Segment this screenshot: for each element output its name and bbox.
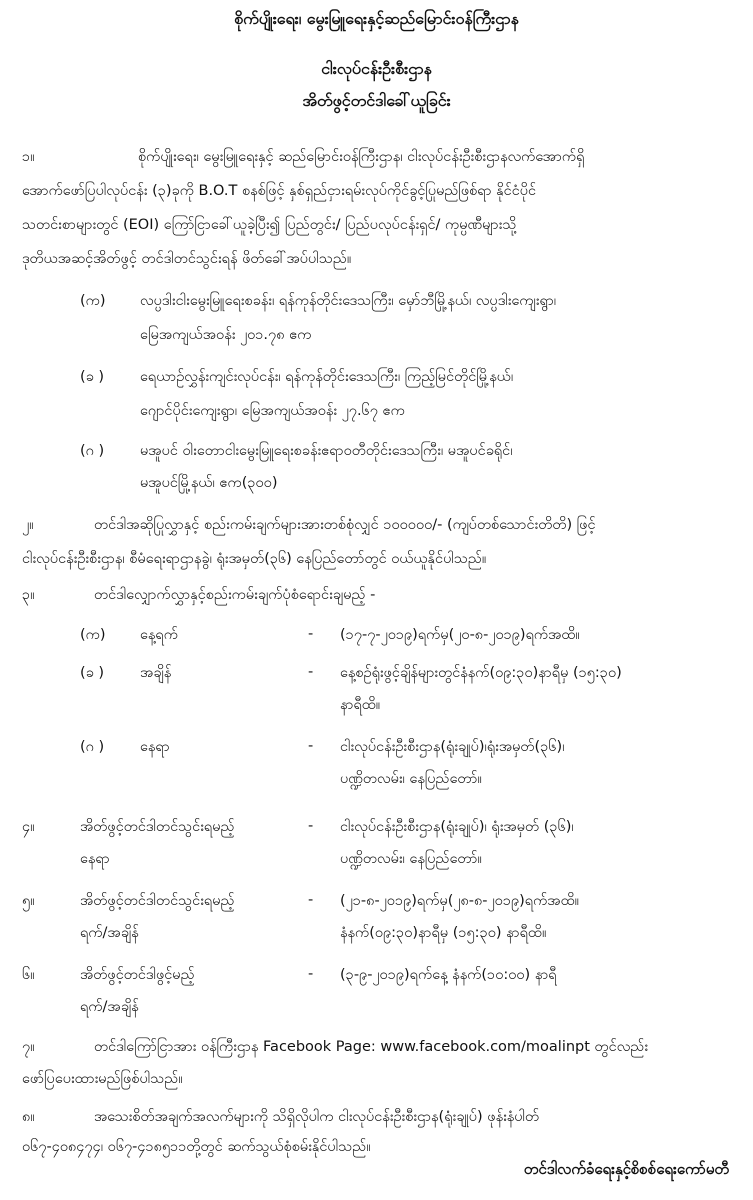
section-7-line: တင်ဒါကြော်ငြာအား ဝန်ကြီးဌာန Facebook Page: www.facebook.com/moalinpt တွင်လည်း: [94, 1039, 649, 1055]
sale-time-label: (ခ ): [80, 665, 105, 681]
section-8-number: ၈။: [22, 1109, 35, 1125]
section-1-line: စိုက်ပျိုးရေး၊ မွေးမြူရေးနှင့် ဆည်မြောင်းဝန်ကြီးဌာန၊ ငါးလုပ်ငန်းဦးစီးဌာနလက်အောက်ရှိ: [138, 149, 585, 165]
section-6-value: (၃-၉-၂၀၁၉)ရက်နေ့ နံနက်(၁၀:၀၀) နာရီ: [340, 967, 557, 983]
section-4-value: ပဏ္ဍိတလမ်း၊ နေပြည်တော်။: [340, 851, 482, 867]
item-ka-line: လပ္ပဒါးငါးမွေးမြူရေးစခန်း၊ ရန်ကုန်တိုင်းဒေသကြီး၊ မှော်ဘီမြို့နယ်၊ လပ္ပဒါးကျေးရွာ၊: [140, 293, 557, 309]
section-4-number: ၄။: [22, 819, 35, 835]
item-ga-label: (ဂ ): [80, 443, 105, 459]
sale-place-value: ငါးလုပ်ငန်းဦးစီးဌာန(ရုံးချုပ်)၊ရုံးအမှတ်(၃၆)၊: [340, 739, 565, 755]
ministry-heading: စိုက်ပျိုးရေး၊ မွေးမြူရေးနှင့်ဆည်မြောင်းဝန်ကြီးဌာန: [234, 9, 519, 28]
section-8-line: ၀၆၇-၄၀၈၄၇၄၊ ၀၆၇-၄၁၈၅၁၁တို့တွင် ဆက်သွယ်စုံစမ်းနိုင်ပါသည်။: [22, 1139, 371, 1155]
sale-date-dash: -: [308, 626, 314, 642]
section-5-value: (၂၁-၈-၂၀၁၉)ရက်မှ(၂၈-၈-၂၀၁၉)ရက်အထိ။: [340, 893, 580, 909]
section-8-line: အသေးစိတ်အချက်အလက်များကို သိရှိလိုပါက ငါးလုပ်ငန်းဦးစီးဌာန(ရုံးချုပ်) ဖုန်းနံပါတ်: [94, 1109, 540, 1125]
sale-time-value: နာရီထိ။: [340, 697, 381, 713]
section-4-value: ငါးလုပ်ငန်းဦးစီးဌာန(ရုံးချုပ်)၊ ရုံးအမှတ် (၃၆)၊: [340, 819, 574, 835]
item-kha-line: ဂျောင်ပိုင်းကျေးရွာ၊ မြေအကျယ်အဝန်း ၂၇.၆၇ ဧက: [140, 403, 405, 419]
section-5-dash: -: [308, 892, 314, 908]
item-ka-label: (က): [80, 293, 106, 309]
section-6-label: အိတ်ဖွင့်တင်ဒါဖွင့်မည့်: [80, 967, 195, 983]
sale-place-label: (ဂ ): [80, 739, 105, 755]
section-5-label: အိတ်ဖွင့်တင်ဒါတင်သွင်းရမည့်: [80, 893, 235, 909]
section-6-dash: -: [308, 966, 314, 982]
sale-place-name: နေရာ: [140, 739, 170, 755]
section-5-label: ရက်/အချိန်: [80, 925, 139, 941]
section-1-line: သတင်းစာများတွင် (EOI) ကြော်ငြာခေါ်ယူခဲ့ပြီး၍ ပြည်တွင်း/ ပြည်ပလုပ်ငန်းရှင်/ ကုမ္ပဏီများသို့: [22, 217, 517, 233]
department-heading: ငါးလုပ်ငန်းဦးစီးဌာန: [321, 59, 432, 78]
section-5-number: ၅။: [22, 893, 35, 909]
section-2-number: ၂။: [22, 517, 34, 533]
section-4-label: အိတ်ဖွင့်တင်ဒါတင်သွင်းရမည့်: [80, 819, 235, 835]
section-7-line: ဖော်ပြပေးထားမည်ဖြစ်ပါသည်။: [22, 1071, 183, 1087]
sale-date-label: (က): [80, 627, 106, 643]
section-3-number: ၃။: [22, 587, 35, 603]
item-ga-line: မအူပင်မြို့နယ်၊ ဧက(၃၀၀): [140, 475, 278, 491]
sale-place-dash: -: [308, 738, 314, 754]
section-7-number: ၇။: [22, 1039, 35, 1055]
section-4-dash: -: [308, 818, 314, 834]
section-2-line: တင်ဒါအဆိုပြုလွှာနှင့် စည်းကမ်းချက်များအားတစ်စုံလျှင် ၁၀၀၀၀၀/- (ကျပ်တစ်သောင်းတိတိ) ဖြင့်: [94, 517, 596, 533]
item-kha-label: (ခ ): [80, 369, 105, 385]
sale-date-value: (၁၇-၇-၂၀၁၉)ရက်မှ(၂၀-၈-၂၀၁၉)ရက်အထိ။: [340, 627, 580, 643]
item-ka-line: မြေအကျယ်အဝန်း ၂၀၁.၇၈ ဧက: [140, 327, 312, 343]
section-1-number: ၁။: [22, 149, 35, 165]
document-title: အိတ်ဖွင့်တင်ဒါခေါ်ယူခြင်း: [302, 91, 451, 110]
sale-date-name: နေ့ရက်: [140, 627, 178, 643]
committee-signature: တင်ဒါလက်ခံရေးနှင့်စိစစ်ရေးကော်မတီ: [523, 1160, 729, 1178]
item-kha-line: ရေယာဉ်လွှန်းကျင်းလုပ်ငန်း၊ ရန်ကုန်တိုင်းဒေသကြီး၊ ကြည့်မြင်တိုင်မြို့နယ်၊: [140, 369, 514, 385]
sale-time-value: နေ့စဉ်ရုံးဖွင့်ချိန်များတွင်နံနက်(၀၉:၃၀)နာရီမှ (၁၅:၃၀): [340, 665, 622, 681]
section-3-intro: တင်ဒါလျှောက်လွှာနှင့်စည်းကမ်းချက်ပုံစံရောင်းချမည့် -: [94, 587, 376, 603]
section-1-line: အောက်ဖော်ပြပါလုပ်ငန်း (၃)ခုကို B.O.T စနစ်ဖြင့် နှစ်ရှည်ငှားရမ်းလုပ်ကိုင်ခွင့်ပြုမည်ဖြစ်ရာ နိုင်ငံပိုင်: [22, 183, 537, 199]
sale-time-name: အချိန်: [140, 665, 172, 681]
sale-time-dash: -: [308, 664, 314, 680]
item-ga-line: မအူပင် ဝါးတောငါးမွေးမြူရေးစခန်းဧရာဝတီတိုင်းဒေသကြီး၊ မအူပင်ခရိုင်၊: [140, 443, 513, 459]
section-2-line: ငါးလုပ်ငန်းဦးစီးဌာန၊ စီမံရေးရာဌာနခွဲ၊ ရုံးအမှတ်(၃၆) နေပြည်တော်တွင် ဝယ်ယူနိုင်ပါသည်။: [22, 551, 487, 567]
section-6-number: ၆။: [22, 967, 35, 983]
section-4-label: နေရာ: [80, 851, 110, 867]
sale-place-value: ပဏ္ဍိတလမ်း၊ နေပြည်တော်။: [340, 771, 482, 787]
section-5-value: နံနက်(၀၉:၃၀)နာရီမှ (၁၅:၃၀) နာရီထိ။: [340, 925, 547, 941]
section-6-label: ရက်/အချိန်: [80, 999, 139, 1015]
section-1-line: ဒုတိယအဆင့်အိတ်ဖွင့် တင်ဒါတင်သွင်းရန် ဖိတ်ခေါ်အပ်ပါသည်။: [22, 251, 352, 267]
